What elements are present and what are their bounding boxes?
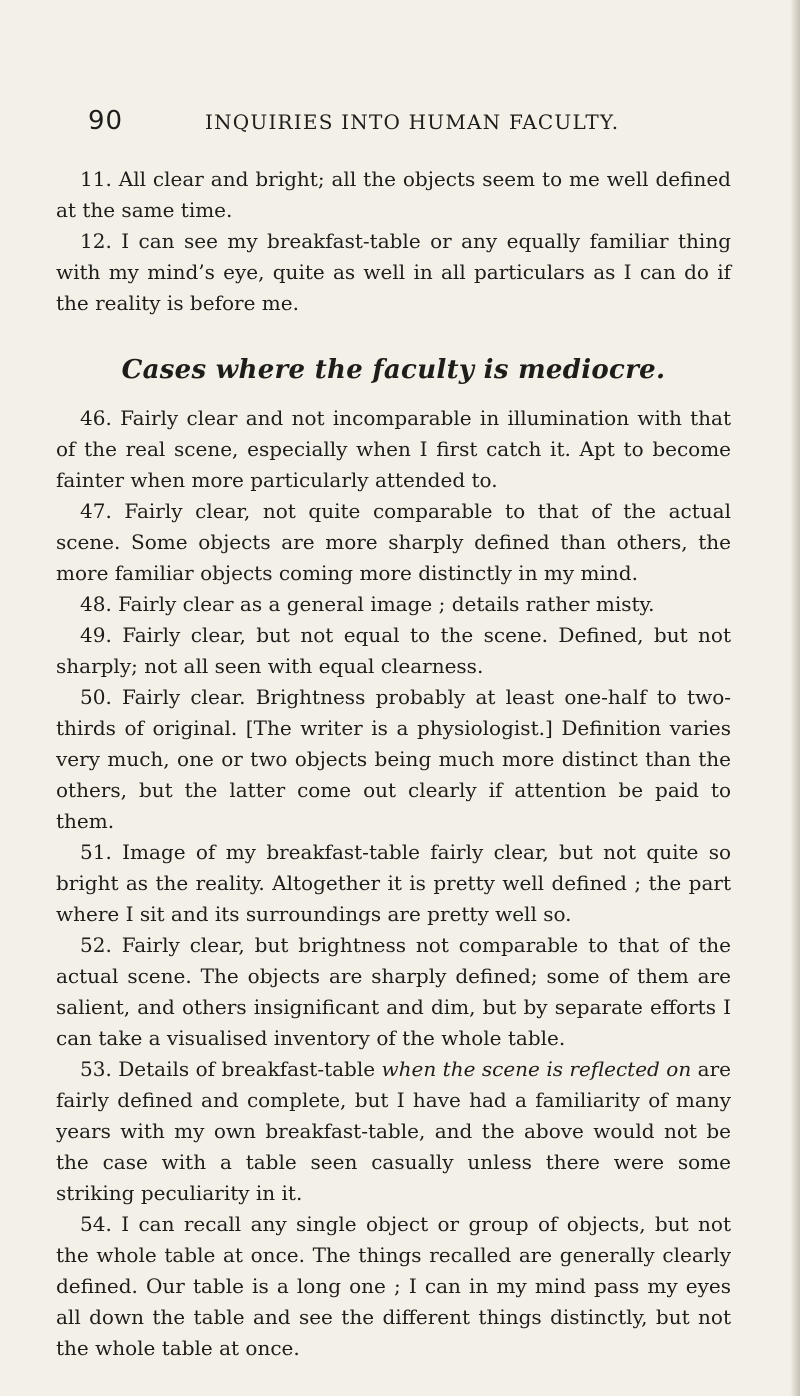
body-text bbox=[56, 164, 731, 1364]
page-number: 90 bbox=[88, 106, 124, 136]
paragraph-11: 11. All clear and bright; all the objects seem to me well defined at the same time. bbox=[56, 167, 731, 222]
paragraph-53 bbox=[56, 1054, 731, 1209]
paragraph-47: 47. Fairly clear, not quite comparable to that of the actual scene. Some objects are more sharply defined than others, the more familiar objects coming more distinctly in my mind. bbox=[56, 499, 731, 585]
paragraph-46: 46. Fairly clear and not incomparable in illumination with that of the real scene, especially when I first catch it. Apt to become fainter when more particularly attended to. bbox=[56, 406, 731, 492]
paragraph-53-text-start: 53. Details of breakfast-table bbox=[80, 1057, 382, 1081]
section-heading: Cases where the faculty is mediocre. bbox=[121, 355, 666, 385]
paragraph-48: 48. Fairly clear as a general image ; details rather misty. bbox=[80, 592, 655, 616]
page-header bbox=[88, 106, 788, 140]
paragraph-54: 54. I can recall any single object or group of objects, but not the whole table at once. The things recalled are generally clearly defined. Our table is a long one ; I can in my mind pass my eyes all down the table and see the different things distinctly, but not the whole table at once. bbox=[56, 1212, 731, 1360]
paragraph-50: 50. Fairly clear. Brightness probably at least one-half to two-thirds of original. [The writer is a physiologist.] Definition varies very much, one or two objects being much more distinct than the others, but the latter come out clearly if attention be paid to them. bbox=[56, 685, 731, 833]
paragraph-51: 51. Image of my breakfast-table fairly clear, but not quite so bright as the reality. Altogether it is pretty well defined ; the part where I sit and its surroundings are pretty well so. bbox=[56, 840, 731, 926]
paragraph-12: 12. I can see my breakfast-table or any equally familiar thing with my mind’s eye, quite as well in all particulars as I can do if the reality is before me. bbox=[56, 229, 731, 315]
paragraph-52: 52. Fairly clear, but brightness not comparable to that of the actual scene. The objects are sharply defined; some of them are salient, and others insignificant and dim, but by separate efforts I can take a visualised inventory of the whole table. bbox=[56, 933, 731, 1050]
paragraph-49: 49. Fairly clear, but not equal to the scene. Defined, but not sharply; not all seen with equal clearness. bbox=[56, 623, 731, 678]
running-head: INQUIRIES INTO HUMAN FACULTY. bbox=[205, 110, 620, 134]
page-edge-shadow bbox=[790, 0, 800, 1396]
paragraph-53-text-end: are fairly defined and complete, but I have had a familiarity of many years with my own breakfast-table, and the above would not be the case with a table seen casually unless there were some striking peculiarity in it. bbox=[56, 1057, 731, 1205]
paragraph-53-italic: when the scene is reflected on bbox=[381, 1057, 692, 1081]
